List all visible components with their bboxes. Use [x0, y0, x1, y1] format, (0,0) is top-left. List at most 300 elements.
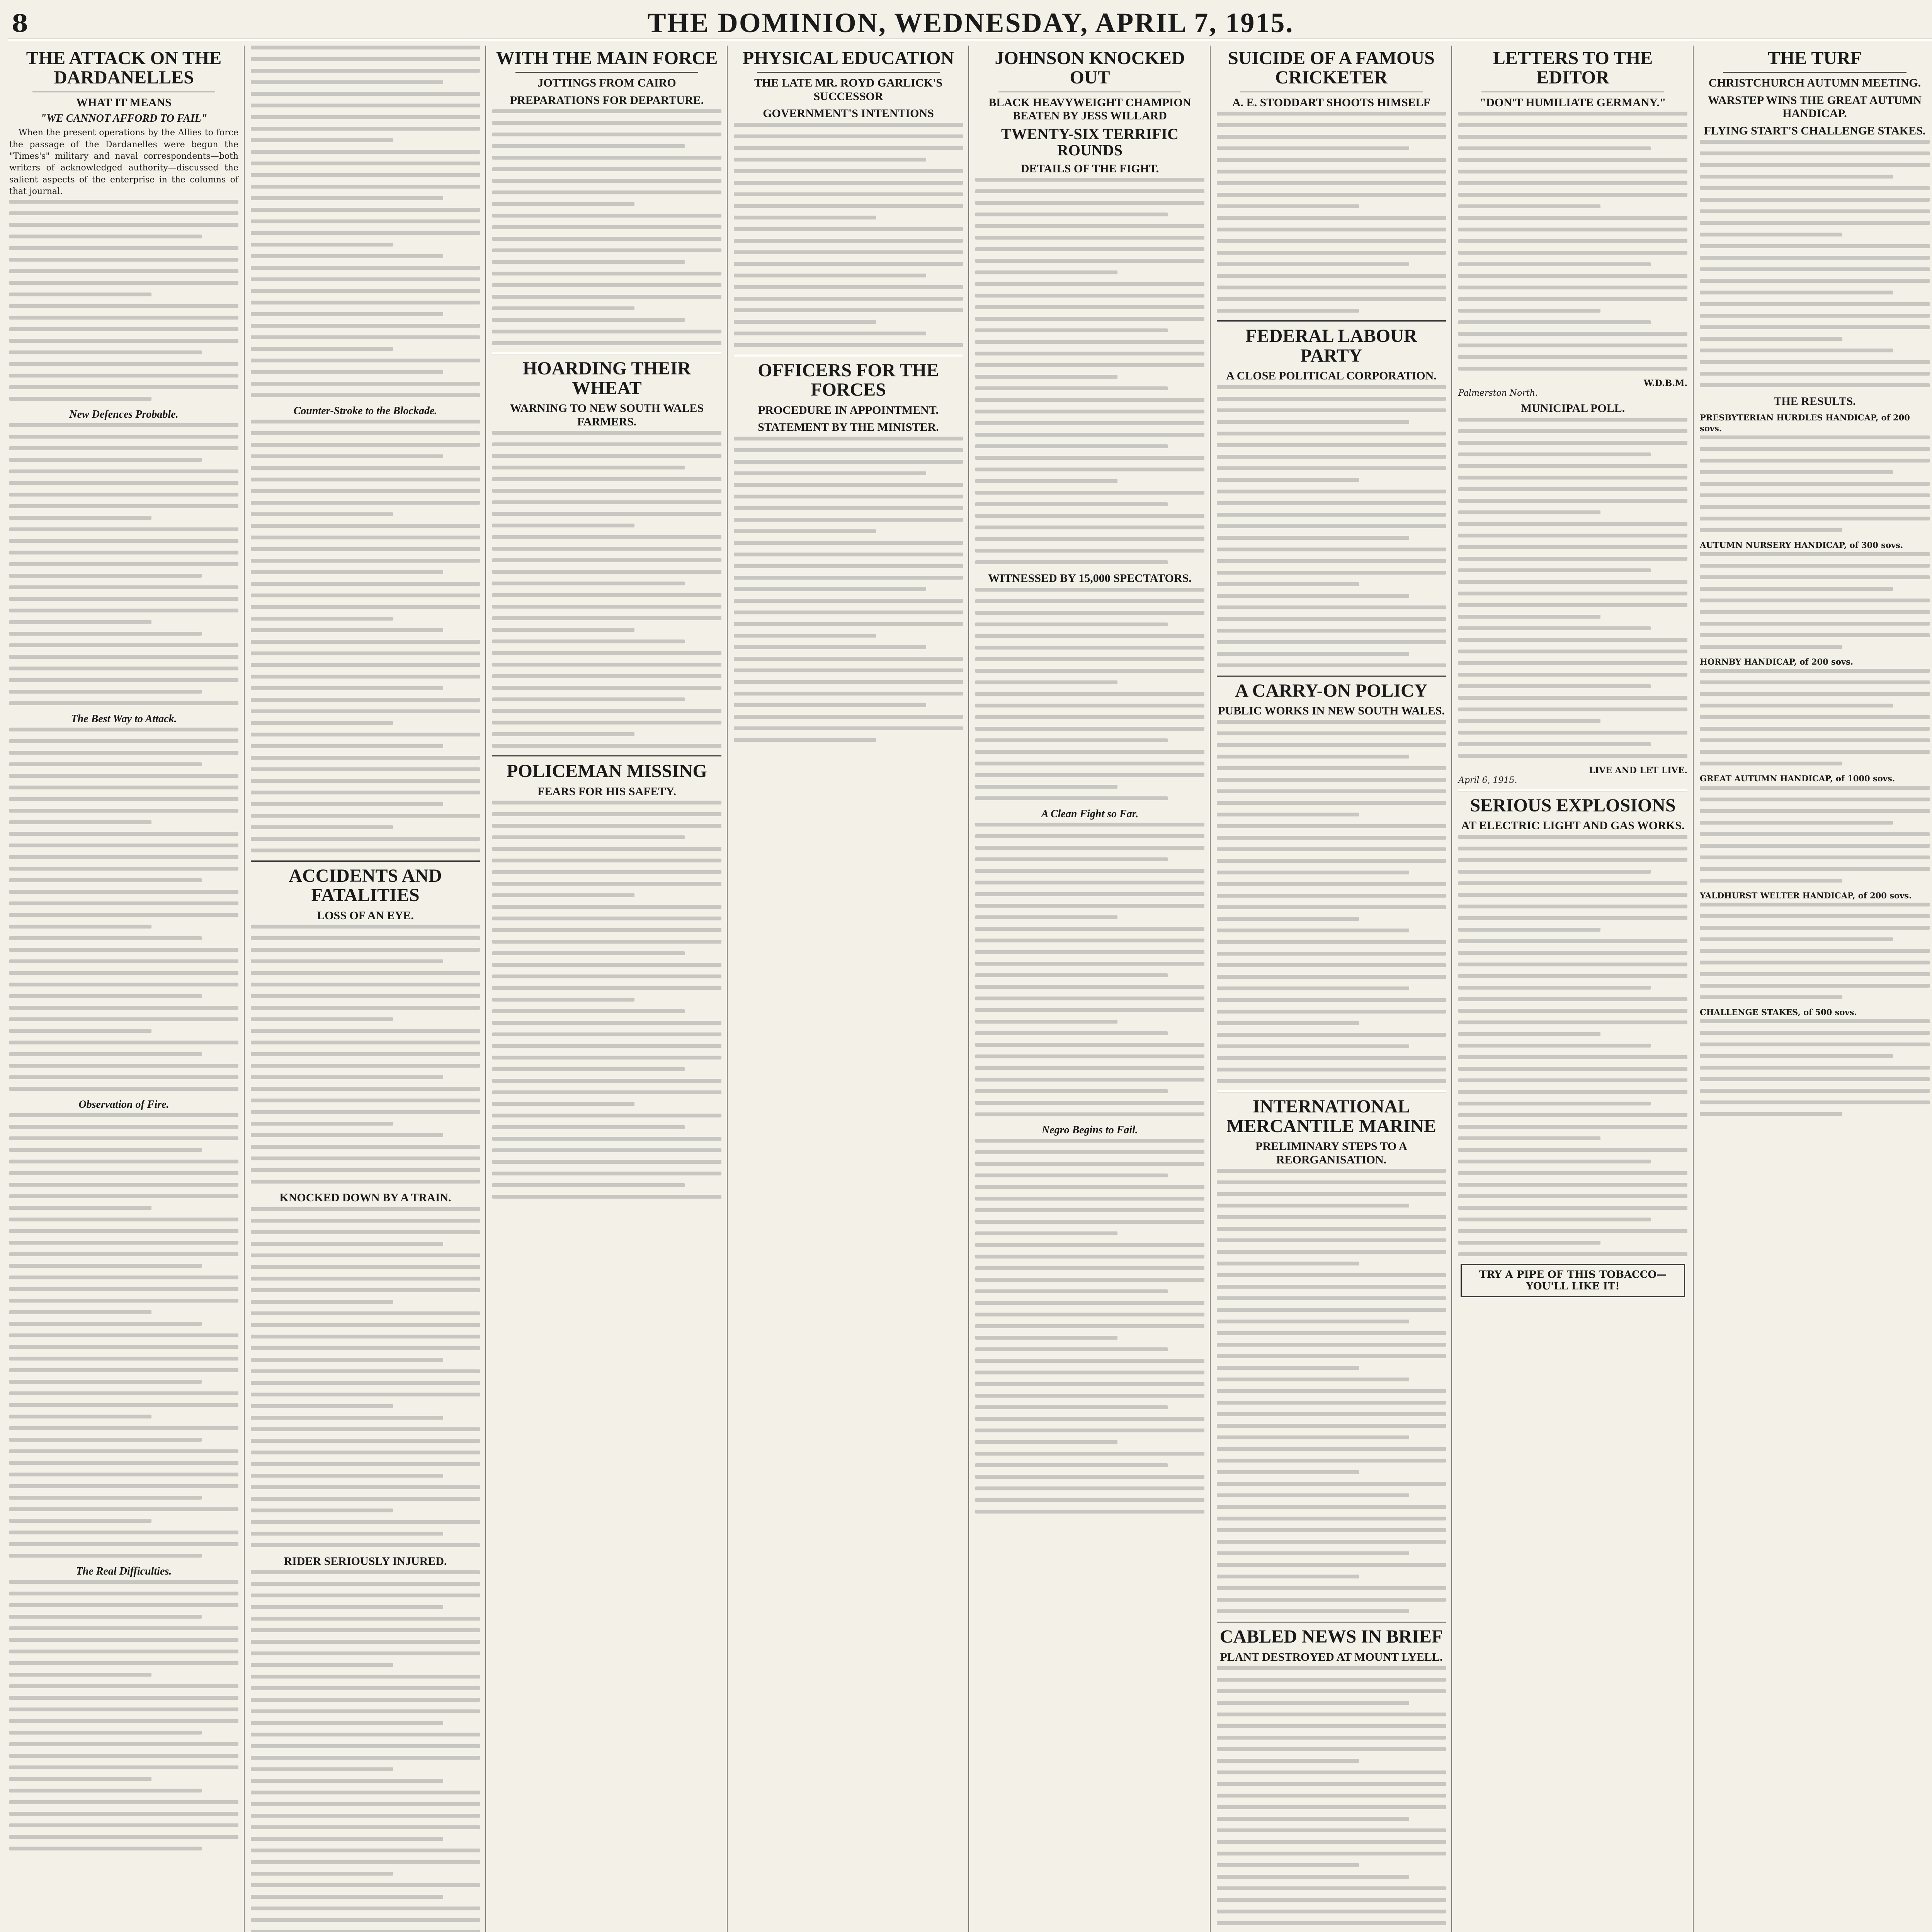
text-line: [492, 454, 721, 458]
section-observation: Observation of Fire.: [78, 1099, 169, 1111]
headline-carry-on: A CARRY-ON POLICY: [1235, 680, 1428, 701]
text-line: [1700, 337, 1842, 341]
headline-federal-labour: FEDERAL LABOUR PARTY: [1245, 326, 1417, 366]
text-line: [251, 1219, 480, 1223]
text-line: [251, 104, 480, 107]
text-line: [9, 959, 238, 963]
text-line: [9, 1136, 238, 1140]
text-line: [1217, 1770, 1446, 1774]
text-line: [492, 1044, 721, 1048]
text-line: [251, 1474, 443, 1478]
article-body-text: [9, 1580, 238, 1850]
text-line: [251, 243, 393, 247]
text-line: [1217, 1215, 1446, 1219]
column-4: [728, 46, 969, 1932]
text-line: [1700, 175, 1893, 179]
text-line: [975, 386, 1168, 390]
text-line: [492, 835, 685, 839]
text-line: [1217, 1435, 1409, 1439]
text-line: [1700, 1112, 1842, 1116]
item-loss-of-eye: LOSS OF AN EYE.: [317, 909, 414, 922]
text-line: [251, 312, 443, 316]
text-line: [251, 1253, 480, 1257]
race-result-title: HORNBY HANDICAP, of 200 sovs.: [1700, 657, 1854, 667]
text-line: [251, 1698, 480, 1702]
text-line: [9, 339, 238, 343]
text-line: [975, 514, 1204, 518]
text-line: [1458, 1102, 1651, 1105]
text-line: [9, 690, 202, 694]
text-line: [975, 1066, 1204, 1070]
text-line: [734, 634, 876, 638]
text-line: [492, 893, 634, 897]
text-line: [975, 997, 1204, 1000]
text-line: [975, 785, 1117, 789]
text-line: [975, 762, 1204, 765]
text-line: [1458, 1090, 1687, 1094]
text-line: [492, 179, 721, 183]
text-line: [975, 1054, 1204, 1058]
text-line: [975, 892, 1204, 896]
text-line: [492, 214, 721, 218]
text-line: [975, 1336, 1117, 1340]
headline-main-force: WITH THE MAIN FORCE: [496, 48, 718, 68]
text-line: [1700, 505, 1930, 509]
text-line: [975, 950, 1204, 954]
text-line: [1217, 594, 1409, 598]
text-line: [975, 692, 1204, 696]
text-line: [1458, 367, 1687, 371]
text-line: [9, 786, 238, 789]
text-line: [975, 973, 1168, 977]
text-line: [9, 235, 202, 238]
text-line: [1700, 972, 1930, 976]
text-line: [1458, 309, 1600, 313]
text-line: [251, 733, 480, 736]
divider: [1723, 72, 1906, 73]
text-line: [1700, 221, 1930, 225]
text-line: [1458, 1183, 1687, 1187]
text-line: [975, 236, 1204, 240]
headline-cricketer: SUICIDE OF A FAMOUS CRICKETER: [1228, 48, 1435, 88]
text-line: [9, 994, 202, 998]
text-line: [975, 1301, 1204, 1305]
text-line: [1458, 905, 1687, 908]
article-body-text: [1217, 112, 1446, 313]
subhead-what-it-means: WHAT IT MEANS: [76, 96, 172, 109]
text-line: [9, 878, 202, 882]
text-line: [9, 304, 238, 308]
text-line: [251, 1744, 480, 1748]
text-line: [1700, 903, 1930, 906]
text-line: [251, 1029, 480, 1033]
text-line: [251, 254, 443, 258]
text-line: [251, 1156, 480, 1160]
article-body-text: [734, 437, 963, 742]
text-line: [1217, 1273, 1446, 1277]
text-line: [9, 643, 238, 647]
subhead-cannot-afford: "WE CANNOT AFFORD TO FAIL": [40, 112, 207, 125]
text-line: [1700, 821, 1893, 825]
text-line: [9, 1113, 238, 1117]
text-line: [9, 855, 238, 859]
text-line: [251, 1883, 480, 1887]
text-line: [975, 282, 1204, 286]
text-line: [492, 202, 634, 206]
text-line: [251, 744, 443, 748]
subhead-garlick: THE LATE MR. ROYD GARLICK'S SUCCESSOR: [754, 77, 942, 103]
text-line: [492, 225, 721, 229]
text-line: [975, 1078, 1204, 1082]
text-line: [1700, 984, 1930, 988]
text-line: [975, 1452, 1204, 1456]
text-line: [1700, 879, 1842, 883]
text-line: [975, 634, 1204, 638]
text-line: [9, 1426, 238, 1430]
text-line: [975, 1382, 1204, 1386]
text-line: [1217, 1320, 1409, 1323]
text-line: [1217, 1840, 1446, 1844]
text-line: [975, 727, 1204, 731]
text-line: [1700, 727, 1930, 731]
race-result-body: [1700, 1019, 1930, 1116]
subhead-government: GOVERNMENT'S INTENTIONS: [763, 107, 934, 120]
text-line: [734, 250, 963, 254]
text-line: [1458, 181, 1687, 185]
text-line: [1458, 661, 1687, 665]
text-line: [1458, 986, 1651, 990]
text-line: [1217, 297, 1446, 301]
text-line: [975, 1347, 1168, 1351]
text-line: [975, 1266, 1204, 1270]
text-line: [1217, 1563, 1446, 1567]
article-body-text: [251, 1207, 480, 1547]
text-line: [1217, 1586, 1446, 1590]
text-line: [734, 297, 963, 301]
text-line: [251, 1849, 480, 1852]
text-line: [251, 150, 480, 154]
subhead-corporation: A CLOSE POLITICAL CORPORATION.: [1226, 369, 1437, 383]
text-line: [975, 328, 1168, 332]
text-line: [492, 295, 721, 299]
text-line: [734, 158, 926, 162]
text-line: [1458, 1078, 1687, 1082]
text-line: [1458, 951, 1687, 955]
text-line: [1700, 798, 1930, 801]
text-line: [975, 962, 1204, 966]
text-line: [492, 1102, 634, 1106]
subhead-nsw-farmers: WARNING TO NEW SOUTH WALES FARMERS.: [510, 402, 704, 428]
text-line: [1458, 1020, 1687, 1024]
subhead-flying-start: FLYING START'S CHALLENGE STAKES.: [1704, 124, 1926, 137]
text-line: [975, 270, 1117, 274]
text-line: [251, 219, 480, 223]
text-line: [1217, 524, 1446, 528]
text-line: [492, 570, 721, 574]
text-line: [251, 1358, 443, 1362]
text-line: [251, 1168, 480, 1172]
text-line: [9, 1438, 202, 1442]
text-line: [251, 686, 443, 690]
article-body-text: [734, 123, 963, 347]
text-line: [1458, 742, 1651, 746]
text-line: [251, 127, 480, 131]
text-line: [1700, 163, 1930, 167]
text-line: [492, 144, 685, 148]
text-line: [9, 1029, 151, 1033]
text-line: [1217, 859, 1446, 863]
text-line: [1700, 528, 1842, 532]
text-line: [492, 272, 721, 276]
text-line: [1700, 151, 1930, 155]
text-line: [9, 844, 238, 847]
column-1: [4, 46, 245, 1932]
text-line: [1217, 1262, 1359, 1265]
text-line: [251, 698, 480, 702]
text-line: [9, 1473, 238, 1476]
text-line: [1458, 592, 1687, 595]
text-line: [492, 1032, 721, 1036]
text-line: [1217, 1238, 1446, 1242]
article-body-text: [975, 823, 1204, 1116]
text-line: [1217, 1447, 1446, 1451]
text-line: [734, 738, 876, 742]
text-line: [251, 1532, 443, 1536]
text-line: [251, 1207, 480, 1211]
letter-signature: W.D.B.M.: [1643, 378, 1687, 389]
text-line: [1700, 844, 1930, 848]
text-line: [1700, 926, 1930, 930]
text-line: [251, 1323, 480, 1327]
text-line: [9, 1615, 202, 1619]
text-line: [251, 1265, 480, 1269]
text-line: [1700, 482, 1930, 486]
text-line: [251, 547, 480, 551]
text-line: [975, 549, 1204, 553]
text-line: [251, 1052, 480, 1056]
text-line: [251, 536, 480, 539]
article-body-text: [251, 1570, 480, 1932]
text-line: [1217, 801, 1446, 805]
subhead-fears: FEARS FOR HIS SAFETY.: [537, 785, 676, 798]
text-line: [251, 756, 480, 760]
text-line: [251, 1087, 480, 1091]
text-line: [9, 1075, 238, 1079]
text-line: [1700, 750, 1930, 754]
subhead-twenty-six-rounds: TWENTY-SIX TERRIFIC ROUNDS: [1001, 125, 1179, 159]
text-line: [9, 1160, 238, 1163]
text-line: [1700, 279, 1930, 283]
text-line: [1217, 789, 1446, 793]
text-line: [734, 483, 963, 487]
text-line: [1217, 929, 1409, 932]
text-line: [251, 1872, 393, 1876]
text-line: [251, 69, 480, 73]
text-line: [9, 446, 238, 450]
text-line: [9, 1531, 238, 1534]
text-line: [1217, 1609, 1409, 1613]
text-line: [1700, 692, 1930, 696]
text-line: [1458, 754, 1687, 758]
text-line: [1458, 476, 1687, 480]
text-line: [9, 562, 238, 566]
text-line: [975, 669, 1204, 673]
text-line: [492, 593, 721, 597]
text-line: [734, 460, 963, 464]
subhead-mount-lyell: PLANT DESTROYED AT MOUNT LYELL.: [1220, 1650, 1443, 1663]
text-line: [975, 1185, 1204, 1189]
text-line: [9, 1415, 151, 1418]
text-line: [975, 1371, 1204, 1374]
text-line: [1217, 975, 1446, 979]
text-line: [9, 246, 238, 250]
text-line: [1217, 1285, 1446, 1289]
text-line: [975, 1139, 1204, 1143]
text-line: [9, 1391, 238, 1395]
text-line: [1700, 360, 1930, 364]
text-line: [1700, 622, 1930, 626]
text-line: [251, 489, 480, 493]
text-line: [1700, 435, 1930, 439]
section-clean-fight: A Clean Fight so Far.: [1041, 808, 1139, 820]
text-line: [251, 1462, 480, 1466]
text-line: [251, 802, 443, 806]
newspaper-title: THE DOMINION, WEDNESDAY, APRIL 7, 1915.: [647, 7, 1294, 38]
text-line: [1458, 193, 1687, 197]
text-line: [975, 1112, 1204, 1116]
text-line: [251, 651, 480, 655]
text-line: [251, 1721, 443, 1725]
text-line: [1700, 1054, 1893, 1058]
headline-dardanelles: THE ATTACK ON THE DARDANELLES: [26, 48, 222, 88]
article-body-text: [1458, 835, 1687, 1256]
text-line: [9, 539, 238, 543]
text-line: [1217, 397, 1446, 401]
text-line: [1458, 1171, 1687, 1175]
text-line: [251, 277, 480, 281]
text-line: [9, 362, 238, 366]
text-line: [975, 247, 1204, 251]
text-line: [1217, 490, 1446, 493]
text-line: [9, 913, 238, 917]
text-line: [1217, 1540, 1446, 1544]
text-line: [9, 458, 202, 462]
text-line: [975, 526, 1204, 529]
text-line: [1217, 1505, 1446, 1509]
text-line: [9, 281, 238, 285]
text-line: [1217, 1227, 1446, 1231]
text-line: [251, 1017, 393, 1021]
text-line: [734, 239, 963, 243]
text-line: [1700, 645, 1842, 649]
text-line: [1217, 1782, 1446, 1786]
text-line: [975, 1324, 1204, 1328]
text-line: [1217, 952, 1446, 956]
text-line: [1700, 233, 1842, 236]
text-line: [251, 1497, 480, 1501]
text-line: [251, 1640, 480, 1644]
text-line: [9, 211, 238, 215]
text-line: [251, 1791, 480, 1794]
text-line: [492, 616, 721, 620]
text-line: [1458, 487, 1687, 491]
text-line: [492, 744, 721, 748]
text-line: [251, 709, 480, 713]
text-line: [975, 491, 1204, 495]
text-line: [1217, 251, 1446, 255]
text-line: [1217, 1296, 1446, 1300]
text-line: [1700, 786, 1930, 790]
text-line: [251, 1427, 480, 1431]
text-line: [1458, 146, 1651, 150]
text-line: [975, 1231, 1117, 1235]
text-line: [1217, 1759, 1359, 1763]
text-line: [975, 305, 1204, 309]
text-line: [975, 869, 1204, 873]
text-line: [9, 435, 238, 439]
section-negro-fails: Negro Begins to Fail.: [1042, 1124, 1138, 1136]
race-result-body: [1700, 552, 1930, 649]
text-line: [1217, 170, 1446, 173]
text-line: [251, 837, 480, 841]
text-line: [975, 1463, 1168, 1467]
text-line: [251, 1675, 480, 1679]
text-line: [251, 1543, 480, 1547]
text-line: [9, 1812, 238, 1816]
text-line: [1458, 1241, 1600, 1245]
text-line: [251, 1381, 480, 1385]
text-line: [492, 917, 721, 920]
text-line: [9, 1696, 238, 1700]
column-8: [1694, 46, 1932, 1932]
headline-officers: OFFICERS FOR THE FORCES: [758, 360, 939, 400]
text-line: [9, 1554, 202, 1558]
text-line: [1217, 1747, 1446, 1751]
text-line: [251, 983, 480, 986]
text-line: [9, 809, 238, 813]
text-line: [9, 223, 238, 227]
text-line: [9, 1777, 151, 1781]
text-line: [1217, 1863, 1359, 1867]
headline-letters: LETTERS TO THE EDITOR: [1493, 48, 1653, 88]
text-line: [975, 352, 1204, 355]
text-line: [9, 1006, 238, 1010]
text-line: [975, 224, 1204, 228]
text-line: [251, 57, 480, 61]
text-line: [492, 156, 721, 160]
text-line: [1217, 1875, 1409, 1879]
column-5: [970, 46, 1211, 1932]
text-line: [1458, 1032, 1600, 1036]
text-line: [975, 410, 1204, 413]
headline-physical-education: PHYSICAL EDUCATION: [742, 48, 954, 68]
text-line: [734, 668, 963, 672]
text-line: [1458, 719, 1600, 723]
text-line: [9, 1580, 238, 1584]
text-line: [251, 185, 480, 189]
text-line: [1217, 408, 1446, 412]
text-line: [734, 437, 963, 440]
text-line: [975, 1220, 1204, 1224]
text-line: [1700, 680, 1930, 684]
text-line: [9, 1052, 202, 1056]
text-line: [492, 477, 721, 481]
text-line: [9, 1603, 238, 1607]
text-line: [492, 709, 721, 713]
race-result-title: AUTUMN NURSERY HANDICAP, of 300 sovs.: [1700, 540, 1903, 550]
race-result-body: [1700, 435, 1930, 532]
text-line: [492, 882, 721, 886]
